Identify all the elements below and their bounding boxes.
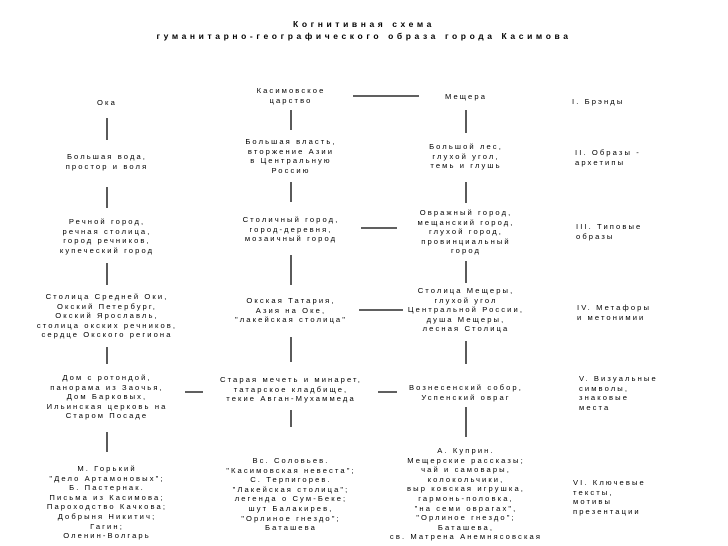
meshchera-brand-node: Мещера <box>444 92 488 101</box>
oka-archetype-node: Большая вода, простор и воля <box>65 152 149 171</box>
meshchera-metaphor-node: Столица Мещеры, глухой угол Центральной России, душа Мещеры, лесная Столица <box>407 286 525 334</box>
tsarstvo-metaphor-node: Окская Татария, Азия на Оке, "лакейская столица" <box>234 296 348 325</box>
level-label-6: VI. Ключевые тексты, мотивы презентации <box>573 478 646 516</box>
meshchera-archetype-node: Большой лес, глухой угол, темь и глушь <box>429 142 503 171</box>
level-label-1: I. Брэнды <box>572 97 625 106</box>
level-label-4: IV. Метафоры и метонимии <box>577 303 652 322</box>
oka-typical-node: Речной город, речная столица, город речников, купеческий город <box>59 217 155 255</box>
level-label-5: V. Визуальные символы, знаковые места <box>579 374 658 412</box>
meshchera-typical-node: Овражный город, мещанский город, глухой город, провинциальный город <box>417 208 515 256</box>
diagram-title-line-2: гуманитарно-географического образа города Касимова <box>156 31 572 41</box>
meshchera-symbol-node: Вознесенский собор, Успенский овраг <box>409 383 523 402</box>
tsarstvo-typical-node: Столичный город, город-деревня, мозаичный город <box>242 215 340 244</box>
oka-brand-node: Ока <box>97 98 117 107</box>
oka-text-node: М. Горький "Дело Артамоновых"; Б. Пастернак. Письма из Касимова; Пароходство Качкова; Добрыня Никитич; Гагин; Оленин-Волгарь <box>46 464 168 541</box>
level-label-2: II. Образы - архетипы <box>575 148 641 167</box>
meshchera-text-node: А. Куприн. Мещерские рассказы; чай и самовары, колокольчики, выр ковская игрушка, гармонь-половка, "на семи оврагах", "Орлиное гнездо"; Баташева, св. Матрена Анемнясовская <box>389 446 543 542</box>
oka-symbol-node: Дом с ротондой, панорама из Заочья, Дом Барковых, Ильинская церковь на Старом Посаде <box>46 373 168 421</box>
oka-metaphor-node: Столица Средней Оки, Окский Петербург, Окский Ярославль, столица окских речников, сердце Окского региона <box>36 292 178 340</box>
tsarstvo-archetype-node: Большая власть, вторжение Азии в Центральную Россию <box>245 137 337 175</box>
diagram-title-line-1: Когнитивная схема <box>293 19 435 29</box>
level-label-3: III. Типовые образы <box>576 222 643 241</box>
tsarstvo-brand-node: Касимовское царство <box>256 86 326 105</box>
tsarstvo-text-node: Вс. Соловьев. "Касимовская невеста"; С. Терпигорев. "Лакейская столица"; легенда о Сум-Беке; шут Балакирев, "Орлиное гнездо"; Баташева <box>226 456 356 533</box>
tsarstvo-symbol-node: Старая мечеть и минарет, татарское кладбище, текие Авган-Мухаммеда <box>219 375 362 404</box>
